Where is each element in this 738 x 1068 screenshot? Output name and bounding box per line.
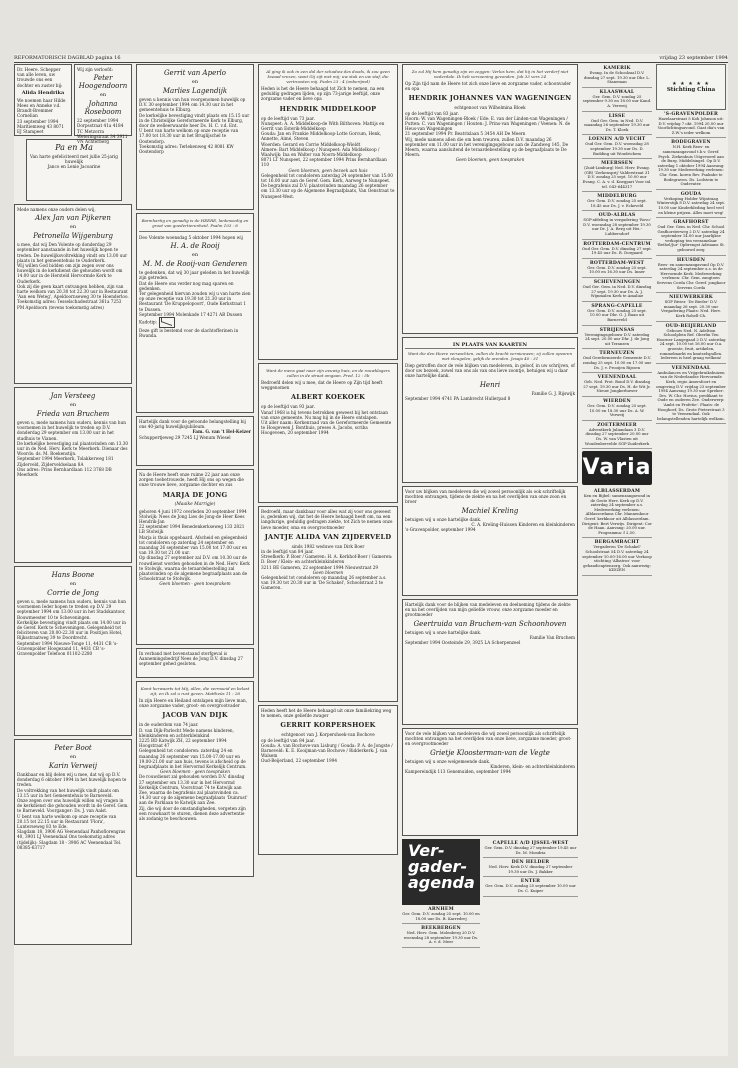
rooij-quote: Barmhartig en genadig is de HEERE, lankmoedig en groot van goedertierenheid. Psalm 103 : 8 — [141, 218, 249, 228]
aperlo-name-2: Marlies Lagendijk — [162, 87, 228, 95]
pijkeren-intro: Mede namens onze ouders delen wij, — [17, 207, 96, 212]
church-service-item — [582, 326, 652, 350]
notice-name: VEENENDAAL — [671, 365, 711, 371]
notice-name: GOUDA — [680, 191, 702, 197]
kloosterman-family: Kinderen, klein- en achterkleinkinderen — [490, 763, 575, 769]
agenda-name: CAPELLE A/D IJSSEL-WEST — [492, 841, 569, 846]
church-service-name: OUD-ALBLAS — [598, 213, 636, 219]
column-3 — [258, 64, 398, 1054]
church-service-details: Verenigingsgebouw D.V. zaterdag 24 sept. 20.00 uur Dhr. J. de Jong uit Teranzen — [584, 331, 650, 346]
varia-name: BERGAMBACHT — [594, 540, 640, 546]
church-service-details: Oud Gereformeerde Gemeente D.V. zondag 25 sept. 10.00 en 17.00 uur Ds. J. v. Prooijen Rijssen — [582, 355, 652, 370]
notice-details: Oud Ger. Gem. in Ned. Chr. School Grafhorsterweg 2 D.V. zaterdag 24 september 14.00 uur Jaarlijkse verkoping ten verzamelaar 'Bethel/Jur' Opbrengst Adriaans St. gebouwd zorg — [656, 224, 726, 253]
notice-item — [656, 190, 726, 218]
notice-list — [656, 138, 726, 424]
boot-name-1: Peter Boot — [54, 744, 92, 752]
middelkoop-family-4: Almere: Bart Middelkoop / Nunspeet: Ada Middelkoop / Waalwijk: Ina en Walter van Noorn-Middelkoop — [261, 146, 380, 158]
korpershoek-age: op de leeftijd van 84 jaar. — [261, 737, 315, 743]
church-service-item — [582, 64, 652, 88]
zijderveld-text: Gelegenheid tot condoleren op maandag 26 september a.s. van 19.30 tot 20.30 uur in 'De Schakel', Schoolstraat 2 te Gameren. — [261, 575, 387, 591]
middelkoop-text: Gelegenheid tot condoleren zaterdag 24 september van 15.00 tot 16.00 uur aan de Geref. Gem. Kerk, Aarweg te Nunspeet. De begrafenis zal D.V. plaatsvinden maandag 26 september om 13.30 uur op de Algemene Begraafplaats, Van Oenstraat te Nunspeet-West. — [261, 172, 395, 199]
notice-item — [656, 218, 726, 256]
church-service-name: ROTTERDAM-CENTRUM — [583, 241, 651, 247]
notice-details: SGP Rivier. 'De Bieder' D.V. maandag 26 sept. 20.30 uur Vergadering Plaats: Ned. Herv. Kerk Rohell-Ch. — [661, 299, 721, 318]
obituary-albert-koekoek — [258, 363, 398, 503]
middelkoop-age: op de leeftijd van 73 jaar. — [261, 115, 315, 121]
stars-icon: ★ ★ ★ ★ ★ — [672, 81, 710, 87]
church-service-details: Adventkerk Juliandaan 3 D.V. dinsdag 27 september 20.00 uur Ds. W. van Vlasten uit Woudenbervelde SGP-Zuiderkerk — [584, 426, 650, 446]
agenda-item — [402, 905, 480, 924]
rooij-name-2: M. M. de Rooij-van Genderen — [142, 260, 248, 269]
church-service-item — [582, 302, 652, 326]
marja-name: MARJA DE JONG — [162, 490, 228, 499]
koekoek-name: ALBERT KOEKOEK — [290, 393, 366, 402]
dijk-age: in de ouderdom van 74 jaar. — [139, 722, 199, 728]
rooij-text-4: Ter gelegenheid hiervan zouden wij u van harte zien op onze receptie van 19.30 tot 21.30 uur in Restaurant 'De Kruppelopoort', Oude Kerkstraat 1 te Dussen. — [139, 291, 251, 312]
church-service-name: LOENEN A/D VECHT — [588, 137, 646, 143]
varia-item — [582, 538, 652, 576]
obituary-hendrik-middelkoop — [258, 64, 398, 360]
koekoek-text-2: Uit aller naam: Kerkenraad van de Gereformeerde Gemeente te Hoogeveen J. Bonthuis, preses A. Jacobs, scriba — [261, 420, 392, 431]
rooij-text-1: Deo Volente woensdag 5 oktober 1994 hopen wij — [139, 235, 243, 240]
wageningen-intro: Op Zijn tijd nam de Heere tot zich onze lieve en zorgzame vader, schoonvader en opa — [405, 81, 572, 92]
koekoek-quote: Want de mens gaat naar zijn eeuwig huis, en de rouwklagers zullen in de straat omgaan. Pred. 12 : 5b — [266, 368, 390, 378]
boot-text-1: Dankbaar en blij delen wij u mee, dat wij op D.V. donderdag 6 oktober 1994 in het huwelijk hopen te treden. — [17, 772, 127, 788]
notice-name: GRAFHORST — [673, 220, 709, 226]
pijkeren-text-1: u mee, dat wij Den Volente op donderdag 29 september aanstaande in het huwelijk hopen te treden. De huwelijksvoltrekking vindt om 13.00 uur plaats in het gemeentehuis te Ouderkerk. — [17, 242, 128, 263]
birth-parents: Mees en Anneke v.d. Brandt-Bremmer Cornelian — [17, 103, 61, 119]
wageningen-text: Wij, mede namens allen die om hem treuren, zullen D.V. maandag 26 september om 11.00 uur in het verenigingsgebouw aan de Zandweg 145, De Meern, waarna aansluitend de teraardebestelling op de begraafplaats te De Meern. — [405, 136, 569, 158]
wedding-announcement-pijkeren — [14, 204, 132, 384]
anniversary-pa-ma — [26, 139, 122, 201]
marja-intro: Na de Heere heeft onze ruime 22 jaar aan onze zorgen toebetrouwde, heeft Hij ons op wegen die onze trouwe lieve, zorgzame dochter en zus — [139, 472, 244, 488]
church-service-item — [582, 135, 652, 159]
zijderveld-name: JANTJE ALIDA VAN ZIJDERVELD — [264, 532, 392, 541]
zijderveld-age: in de leeftijd van 84 jaar. — [261, 549, 314, 555]
church-service-list — [582, 64, 652, 449]
church-service-item — [582, 259, 652, 278]
zijderveld-note: Geen bloemen — [312, 569, 344, 575]
column-1 — [14, 64, 132, 1054]
notice-item — [656, 293, 726, 321]
church-service-name: ROTTERDAM-WEST — [589, 260, 645, 266]
notice-item — [656, 256, 726, 294]
pa-ma-text: Van harte gefeliciteerd met jullie 25-jarig huwelijk — [30, 154, 118, 165]
korpershoek-family: Gouda: A. van Bochove-van Lisburg / Gouda: P. A. de Jongste / Barneveld: K. E. Kooijman-van Bochove / Ridderkerk: J. van Walsem — [261, 742, 393, 759]
boone-name-1: Hans Boone — [51, 571, 95, 579]
church-service-name: MIDDELBURG — [597, 194, 637, 200]
marja-address: 22 september 1994 Benedenkerkseweg 133 2821 LB Stolwijk — [139, 524, 245, 535]
masthead-right: vrijdag 23 september 1994 — [659, 55, 728, 61]
church-service-item — [582, 421, 652, 449]
varia-item — [582, 487, 652, 538]
church-service-item — [582, 192, 652, 211]
column-4 — [402, 64, 578, 1054]
boone-name-2: Corrie de Jong — [47, 589, 99, 597]
aperlo-text-3: U bent van harte welkom op onze receptie van 17.00 tot 18.30 uur in het Bruglijschel te Oostendorp. — [139, 128, 239, 144]
henri-quote: Want die den Heere verwachten, zullen de kracht vernieuwen; zij zullen opvaren met vleugelen, gelijk de arenden. Jesaja 40 : 31 — [407, 351, 573, 361]
thanks-van-bruchem — [402, 599, 578, 725]
thanks-kloosterman — [402, 728, 578, 836]
korpershoek-date: Oud-Beijerland, 22 september 1994 — [261, 758, 338, 764]
bruchem-name: Geertruida van Bruchem-van Schoonhoven — [413, 619, 567, 628]
agenda-name: DEN HELDER — [511, 860, 550, 866]
agenda-item — [483, 877, 578, 896]
column-6 — [656, 64, 726, 1054]
hel-address: Schuppertjeweg 29 7245 LJ Wenum Wiesel — [139, 434, 231, 440]
rooij-text-3: Dat de Heere ons verder nog mag sparen en gedenken. — [139, 280, 234, 291]
church-service-details: (Zuid-Limburg) Ned. Herv. Evang. (GB) 'Zerkensprij' Valderstraat 31 D.V. zondag 25 sept. 10.00 uur Evang. C. A. v. d. Knegpari Voor inl. tel. 043-644317 — [582, 165, 652, 189]
versteeg-name-1: Jan Versteeg — [50, 392, 96, 400]
aperlo-en: en — [191, 79, 199, 85]
dijk-family: D. van Dijk-Parlecht Mede namens kinderen, kleinkinderen en achterkleinkind — [139, 727, 234, 738]
aperlo-text-1: geven u kennis van hun voorgenomen huwelijk op D.V. 30 september 1994 om 14.30 uur in het gemeentehuis te Elburg. — [139, 97, 246, 113]
birth-address: 23 september 1994 Maritiemweg 43 8071 EJ Stampeet — [17, 118, 64, 135]
thanks-van-t-hel — [136, 416, 254, 466]
varia-name: ALBLASSERDAM — [593, 489, 641, 495]
rooij-text-7: Deze gift is bestemd voor de slachtofferinen in Rwanda. — [139, 328, 239, 339]
kloosterman-text-1: Voor de vele blijken van medeleven die wij zowel persoonlijk als schriftelijk mochten ontvangen na het overlijden van onze lieve, zorgzame moeder, groot- en overgrootmoeder — [405, 731, 572, 747]
pijkeren-text-2: Wij willen God bidden om zijn zegen over ons huwelijk in de kerkdienst die gehouden wordt om 14.00 uur in de Hersteld Hervormde Kerk te Ouderkerk. — [17, 263, 123, 284]
dijk-quote: Komt herwaarts tot Mij, allen, die vermoeid en belast zijt, en Ik zal u rust geven. Mattheüs 11 : 28 — [140, 686, 250, 696]
notice-name: BODEGRAVEN — [671, 140, 711, 146]
birth-name: Alida Hendrika — [21, 89, 65, 96]
middelkoop-note: Geen bloemen, geen bezoek aan huis — [288, 167, 368, 173]
boone-text-3: September 1994 Nieuwe-Tonge 11, 4431 CB 's-Gravenpolder Hoogezand 11, 4431 CB 's-Gravenpolder Telefoon 01102-2280 — [17, 640, 118, 657]
kreling-name: Machiel Kreling — [461, 506, 519, 515]
middelkoop-family-2: Gouda: Jan en Frankie Middelkoop-Lotte Gorcum, Henk, Annette, Aimé, Steven — [261, 131, 382, 142]
church-service-name: TERNEUZEN — [599, 351, 635, 357]
agenda-section — [402, 839, 578, 1009]
church-service-name: KAMERIK — [603, 66, 631, 71]
korpershoek-spouse: echtgenoot van J. Korpershoek-van Bochove — [281, 732, 375, 738]
engagement-text: Wij zijn verloofd: — [77, 67, 113, 72]
kreling-text-2: betuigen wij u onze hartelijke dank. — [405, 516, 482, 522]
stichting-china-logo — [656, 64, 726, 110]
middelkoop-address: 8071 LT Nunspeet, 22 september 1994 Prins Bernhardlaan 110 — [261, 157, 387, 168]
birth-text: Dr. Heere. Schepper van alle leven, uw trouwde ons een dochter en zuster bij: — [17, 67, 63, 88]
obituary-jantje-van-zijderveld — [258, 506, 398, 702]
wageningen-spouse: echtgenoot van Wilhelmina Bloek — [454, 105, 526, 111]
zijderveld-family: Streefkerk: P. Boer / Gameren: H. A. Kerkhof-Boer / Gameren: D. Boer / Klein- en achterkleinkinderen — [261, 554, 393, 565]
versteeg-text-1: geven u, mede namens hun ouders, kennis van hun voornemen in het huwelijk te treden op D.V. donderdag 29 september om 13.00 uur in het stadhuis te Vianen. — [17, 420, 126, 441]
wedding-announcement-aperlo — [136, 64, 254, 210]
varia-details: Ken en Bijbel: samenzangavond in de Grote Herv. Kerk op D.V. zaterdag 24 september a.s. Medewerking verlenen: Alblasserdams Chr. Mannenkoor Geref. kerkkoor uit Alblasserdam. Dirigent: Bert Verwijs. Dirigent: Cor de Haan. Aanvang: 20.00 uur. Programma: f 2,50. — [582, 493, 652, 535]
boone-en: en — [69, 581, 77, 587]
agenda-item — [483, 858, 578, 877]
thanks-machiel-kreling — [402, 486, 578, 596]
hel-name: Fam. G. van 't Hel-Keizer — [192, 429, 251, 435]
bruchem-family: Familie Van Bruchem — [529, 634, 575, 640]
church-service-name: WIERDEN — [603, 398, 631, 404]
sgravenpolder-text: Hazelaarstraat 5 Koh Johnson uit: D.V. vrijdag 7 okt. 1994 20.00 uur Voorlichtingsavond. Gaat dia's van Z.W.'s ieder welkom — [657, 116, 725, 135]
boot-name-2: Karin Verweij — [48, 762, 98, 770]
henri-head: IN PLAATS VAN KAARTEN — [405, 342, 575, 349]
notice-details: N.H. Kerk Rees- en samenzangavond t.b.v. Geref. Psych. Ziekenhuis Uitgevoerd aan de Burg. Middelsingel. Op D.V. zaterdag 1 oktober 1994 Aanvang: 19.30 uur Medewerking verlenen: Chr. Gem. koren Rev. Psalmbe te Bodegraven. Ds. Lodstein te Oudevater. — [657, 144, 725, 187]
kloosterman-name: Grietje Kloosterman-van de Vegte — [430, 748, 550, 757]
henri-name: Henri — [479, 380, 501, 389]
church-service-item — [582, 112, 652, 136]
notice-name: NIEUWERKERK — [669, 295, 713, 301]
notice-item — [656, 138, 726, 189]
kreling-family: C. A. Kreling-Huissen Kinderen en kleinkinderen — [471, 521, 575, 527]
versteeg-text-4: Ons adres: Prins Bernhardlaan 112 3768 DB Meerkerk — [17, 466, 112, 478]
agenda-title: Ver-gader-agenda — [402, 839, 480, 905]
church-service-item — [582, 88, 652, 112]
rooij-name-1: H. A. de Rooij — [170, 242, 220, 251]
versteeg-en: en — [69, 402, 77, 408]
church-service-details: Oud Ger. Gem. D.V. dinsdag 27 sept. 19.45 uur Ds. R. Dorgaard — [582, 245, 652, 256]
middelkoop-quote: Al ging ik ook in een dal der schaduw des doods, ik zou geen kwaad vrezen, want Gij zijt met mij; uw stok en uw staf, die vertroosten mij. Psalm 23 : 4 (onberijmd) — [266, 69, 390, 84]
engagement-address: 22 september 1994 Dorpsstraat 41a 4184 TC Metzorra Weteringstraat 34 3911 VN Achterberg — [77, 118, 128, 145]
rooij-kadotip — [139, 317, 251, 328]
notice-details: Rees- en samenzangavond Op D.V. zaterdag 24 september a.s. in de Hervormde Kerk. Medewerking verlenen: Chr. Gem. zangtoen Servens Corda Chr. Geref. jongkoor Servens Corda — [656, 261, 726, 290]
church-service-item — [582, 278, 652, 302]
middelkoop-intro: Heden is het de Heere behaagd tot Zich te nemen, na een geduldig gedragen lijden, op zijn 73-jarige leeftijd, onze zorgzame vader en lieve opa — [261, 86, 385, 102]
dijk-text-2: Geen bloemen - geen toespraken — [160, 769, 230, 775]
marja-text-3: Geen bloemen - geen toesprakem — [159, 581, 231, 587]
wageningen-family: Hoorn: W. van Wageningen-Bloek / Ede: E. van der Linden-van Wageningen / Putten: C. van Wageningen / Houten: J. Prins-van Wageningen / Veenen: N. de Heus-van Wageningen — [405, 115, 571, 132]
agenda-item — [402, 924, 480, 948]
zijderveld-widow: sinds 1982 weduwe van Dirk Boer — [291, 543, 365, 549]
engagement-name-1: Peter Hoogendoorn — [78, 74, 128, 91]
notice-details: Verkoping Holder Wijntraag Winterstijk 8 D.V. zaterdag 24 sept. 10.00 uur Kinderkleding heel veel en kleine prijzen. Alles moet weg! — [656, 195, 726, 215]
obituary-marja-de-jong — [136, 469, 254, 645]
henri-address: September 1994 4741 PA Lambrecht Hullerpad 8 — [405, 395, 511, 401]
column-2 — [136, 64, 254, 1054]
agenda-name: ARNHEM — [428, 907, 454, 912]
church-service-name: STRIJENSAS — [599, 327, 635, 333]
notice-item — [656, 322, 726, 364]
agenda-name: BEEKBERGEN — [421, 926, 461, 932]
agenda-details: Ger. Gem. D.V. dinsdag 27 september 19.45 uur Ds. M. Mondria — [484, 845, 577, 855]
notice-closing — [136, 648, 254, 678]
marja-family: Stolwijk: Nees de Jong Lies de Jong-de Heer Kees Hendrik-Jan — [139, 513, 245, 525]
church-service-item — [582, 373, 652, 397]
dijk-name: JACOB VAN DIJK — [162, 711, 228, 720]
zijderveld-address: 3211 BE Gameren, 22 september 1994 Nieuwstraat 29 — [261, 564, 379, 570]
bruchem-text-2: betuigen wij u onze hartelijke dank. — [405, 629, 482, 635]
engagement-en: en — [99, 92, 107, 99]
dijk-text-3: De rouwdienst zal gehouden worden D.V. dinsdag 27 september om 13.30 uur in het Hervormd Kerkelijk Centrum, Voorstraat 74 te Katwijk aan Zee, waarna de begrafenis zal plaatsvinden ca. 14.30 uur op de algemene begraafplaats 'Duinrust' aan de Parklaan te Katwijk aan Zee. — [139, 774, 248, 806]
kadotip-label: Kadotip: — [139, 319, 157, 325]
church-service-details: Oud Ger. Gem. in Ned. D.V. maandag 26 september 19.30 uur Ds. T. Kloek — [584, 117, 650, 132]
agenda-details: Ned. Herv. Kerk D.V. dinsdag 27 september 19.30 uur Ds. J. Bakker — [488, 864, 573, 874]
bruchem-address: September 1994 Oosteinde 29, 3925 LA Scherpenzeel — [405, 640, 521, 646]
pijkeren-name-2: Petronella Wijgenburg — [33, 232, 113, 241]
notice-name: OUD-BEIJERLAND — [665, 323, 717, 329]
obituary-jacob-van-dijk — [136, 681, 254, 877]
agenda-right-list — [483, 839, 578, 1009]
wedding-announcement-versteeg — [14, 387, 132, 563]
church-service-item — [582, 349, 652, 373]
church-service-name: SCHEVENINGEN — [593, 280, 641, 286]
church-service-details: Ger. Gem. D.V. zondag 25 sept. 10.00 en 16.30 uur Ds. Inner — [587, 264, 647, 275]
sgravenpolder-notice — [656, 110, 726, 138]
church-service-details: Ger. Gem. D.V. zondag 25 sept. 18.45 uur Ds. J. v. Eckeveld — [587, 198, 647, 208]
aperlo-text-2: De kerkelijke bevestiging vindt plaats om 15.15 uur in de Christelijke Gereformeerde Kerk te Elburg, door de welleerwaarde heer Ds. H. C. v.d. Ent. — [139, 112, 250, 129]
wedding-announcement-boot — [14, 739, 132, 945]
koekoek-date: Hoogeveen, 20 september 1994 — [261, 430, 329, 436]
wageningen-age: op de leeftijd van 83 jaar. — [405, 110, 459, 116]
wageningen-address: 21 september 1994 Pr. Beatrixlaan 5 3454 AH De Meern — [405, 131, 526, 137]
obituary-van-wageningen — [402, 64, 578, 334]
church-service-name: VEENENDAAL — [597, 375, 637, 381]
dijk-address: 2225 BD Katwijk ZH, 22 september 1994 Hoogstraat 47 — [139, 738, 227, 749]
notice-details: Gebouw Ned. N. Adeltion Schoolplein Ref. Oberlin Ten Hoorner Langegaad 2 D.V. zaterdag 24 sept. 10.00 tot 16.00 uur O.a. groente, fruit, artikelen, rommelmarkt en knutselspullen. Iedereen is heel graag welkom! — [656, 327, 726, 361]
notice-item — [656, 364, 726, 425]
zijderveld-intro: Bedroefd, maar dankbaar voor alles wat zij voor ons geweest is, gedenken wij, dat het de Heere behaagd heeft om, na een langdurige, geduldig gedragen ziekte, tot Zich te nemen onze lieve moeder, oma en overgrootmoeder — [261, 509, 393, 530]
pijkeren-text-3: Ook zij die geen kaart ontvangen hebben, zijn van harte welkom van 20.30 tot 22.30 uur in Restaurant 'Aan een Weteg', Apeldoornseweg 30 te Hoenderloo. — [17, 283, 129, 300]
marja-dates: geboren 4 juni 1972 overleden 20 september 1994 — [139, 508, 247, 514]
wageningen-note: Geen bloemen, geen toespraken — [455, 157, 525, 163]
masthead — [14, 54, 728, 63]
church-service-details: Oud Ger. Gem. in Ned. D.V. dinsdag 27 sept. 19.30 uur Ds. A. J. Wijnmalen Kerk te Amaliae — [582, 284, 652, 299]
church-service-details: Ger. Gem. D.V. zondag 25 september 9.30 en 18.00 uur Kand. A. Verweij — [582, 93, 652, 108]
anniversary-de-rooij — [136, 213, 254, 413]
henri-family: Familie G. J. Rijswijk — [531, 390, 575, 396]
church-service-item — [582, 240, 652, 259]
envelope-icon — [159, 317, 175, 328]
hel-text-1: Hartelijk dank voor de getoonde belangstelling bij ons 40-jarig huwelijksjubileum. — [139, 419, 246, 430]
dijk-intro: In zijn Heere en Heiland ontslapen mijn lieve man, onze zorgzame vader, groot- en overgrootvader — [139, 698, 248, 709]
middelkoop-family-3: Woerden: Gerard en Corrie Middelkoop-Wieldt — [261, 141, 361, 147]
middelkoop-family-1: Nunspeet: A. A. Middelkoop-de With Bilthoven: Mattijs en Gerrit van Esterik-Middelkoop — [261, 120, 385, 132]
church-service-name: SPRANG-CAPELLE — [591, 303, 643, 309]
birth-sub: We noemen haar Hilde — [17, 97, 66, 103]
kreling-text-1: Voor uw blijken van medeleven die wij zowel persoonlijk als ook schriftelijk mochten ontvangen, tijdens de ziekte en na het overlijden van onze zoon en broer — [405, 489, 567, 505]
church-service-details: SGP-afdeling in vergadering 'Rovo' D.V. woensdag 28 september 19.30 uur Dr. J. A. Berg uit Hei.-Lubbersdorf — [583, 217, 651, 237]
boot-text-3: Onze zegen over ons huwelijk willen wij vragen in de kerkdienst die gehouden wordt in de Geref. Gem. te Barneveld. Voorganger: Ds. J. van Aalst. — [17, 798, 129, 814]
agenda-name: ENTER — [520, 879, 541, 885]
church-service-details: Ger. Gem. D.V. zondag 25 sept. 10.00 uur Dhr. G. J. Baan uit Barneveld — [587, 307, 647, 322]
boot-text-2: De voltrekking van het huwelijk vindt plaats om 13.15 uur in het Gemeentehuis te Barneveld. — [17, 787, 119, 798]
sgravenpolder-place: 'S-GRAVENPOLDER — [663, 112, 719, 117]
agenda-details: Ger. Gem. D.V. zondag 25 september 10.00 uur Ds. C. Kuiper — [485, 883, 576, 893]
versteeg-text-3: September 1994 Meerkerk, Tolakkerweg 181 Zijderveld, Zijderveldselaan 8A — [17, 456, 114, 467]
notice-name: HEUSDEN — [676, 257, 706, 263]
boone-text-1: geven u, mede namens hun ouders, kennis van hun voornemen Ieder hopen te treden op D.V. 29 september 1994 om 13.00 uur in het Stadskantoor, Bouwmeester 10 te Scheveningen. — [17, 599, 126, 620]
column-5 — [582, 64, 652, 1054]
koekoek-intro: Bedroefd delen wij u mee, dat de Heere op Zijn tijd heeft weggenomen — [261, 380, 383, 391]
church-service-name: MEERSSEN — [601, 161, 633, 167]
pa-ma-signed: Janco en Lenie Jacoarine — [47, 164, 101, 170]
koekoek-text-1: Vanaf 1968 is hij tevens betrokken geweest bij het ontstaan van onze gemeente. Nu mag hij in de Heere ontslapen. — [261, 409, 388, 420]
pijkeren-name-1: Alex Jan van Pijkeren — [35, 214, 111, 223]
agenda-left-list — [402, 905, 480, 948]
wedding-announcement-boone — [14, 566, 132, 736]
bruchem-text-1: Hartelijk dank voor de blijken van medeleven en deelneming tijdens de ziekte en na het overlijden van mijn geliefde vrouw, onze zorgzame moeder en grootmoeder — [405, 602, 571, 618]
wageningen-quote: Zo zul Hij hem genadig zijn en zeggen: Verlos hem, dat hij in het verderf niet nederdale. Ik heb verzoening gevonden. Job 33 vers 24 — [411, 69, 569, 79]
thanks-henri — [402, 337, 578, 483]
boot-text-4: U bent van harte welkom op onze receptie van 20.15 tot 22.15 uur in Restaurant 'Flora', Lunterseweg 83 te Ede. — [17, 813, 117, 830]
pa-ma-title: Pa en Ma — [55, 143, 93, 152]
agenda-details: Ned. Herv. Gem. Molenberg 20 D.V. woensdag 28 september 19.30 uur Ds. A. v. d. Meer — [403, 930, 479, 945]
rooij-text-5: September 1994 Molenkade 17 4271 AB Dussen — [139, 311, 243, 317]
kreling-place: 's-Gravenpolder, september 1994 — [405, 527, 476, 533]
birth-announcement — [14, 64, 72, 136]
church-service-name: LISSE — [608, 113, 626, 119]
notice-details: Ambulances en Vrijgebruikshuizen van de Nederlandse Hervormde Kerk, regio Amersfoort en omgeving D.V. vrijdag 23 september 1994 Aanvang 19.30 uur Spreker: Drs. W. Chr. Hovius, predikant te Oude en ouderen Zee. Onderwerp: 'Ambt en Profetie'. Plaats: de Hooghoef, Ds. Grote Pieterstraat 3 te Veenendaal. Ook belangstellenden hartelijk welkom. — [656, 369, 726, 421]
varia-details: Vergaderen 'De Schakel' Schoolstraat 54 D.V. zaterdag 24 september 10.00-16.00 uur Verkoop stichting 'Albatros' voor gehandicaptenzorg. Ook aanwezig: KIDZEN — [582, 544, 652, 573]
agenda-details: Ger. Gem. D.V. zondag 25 sept. 10.00 en 18.00 uur Ds. B. Karredrej — [402, 911, 480, 921]
boot-en: en — [69, 754, 77, 760]
aperlo-text-4: Toekomstig adres: Terlekenweg 42 8081 KW Oostendorp — [139, 143, 234, 155]
rooij-text-2: te gedenken, dat wij 30 jaar geleden in het huwelijk zijn getreden. — [139, 270, 250, 281]
obituary-gerrit-korpershoek — [258, 705, 398, 855]
engagement-announcement — [74, 64, 132, 145]
koekoek-age: op de leeftijd van 93 jaar. — [261, 404, 315, 410]
varia-list — [582, 487, 652, 576]
engagement-name-2: Johanna Roseboom — [84, 100, 122, 117]
versteeg-name-2: Frieda van Bruchem — [36, 410, 110, 418]
dijk-text-4: Zij, die wij door de omstandigheden, vergeten zijn een rouwkaart te sturen, dienen deze advertentie als zodanig te beschouwen. — [139, 805, 246, 822]
wageningen-name: HENDRIK JOHANNES VAN WAGENINGEN — [408, 94, 572, 103]
versteeg-text-2: De kerkelijke bevestiging zal plaatsvinden om 13.30 uur in de Ned. Herv. Kerk te Meerkerk. Dienaar des Woords: ds. M. Boekenstijn. — [17, 440, 129, 457]
kloosterman-address: Kampereindijk 113 Genemuiden, september 1994 — [405, 769, 511, 775]
church-service-details: Oud Ger. Gem. D.V. woensdag 28 september 19.30 uur Ds. D. Budding uit Woudrichem — [585, 141, 649, 156]
marja-sub: (Maaike Marrigje) — [174, 501, 216, 507]
boot-text-5: Slagdam 18, 3906 AG Veenendaal Panhoflorengras 40, 3901 LJ Veenendaal Ons toekomstig adres (tijdelijk): Slagdam 18 - 3906 AC Veenendaal Tel. 08385-63717 — [17, 829, 126, 850]
kloosterman-text-2: betuigen wij u onze welgemeende dank. — [405, 758, 491, 764]
church-service-name: ZOETERMEER — [597, 422, 637, 428]
korpershoek-name: GERRIT KORPERSHOEK — [280, 721, 376, 730]
church-service-details: Ger. Gem. D.V. zondag 25 sept. 10.00 en 18.30 uur Ds. A. W. Verweij — [587, 402, 647, 418]
newspaper-page — [14, 54, 728, 1056]
pijkeren-text-4: Toekomstig adres: Tesselschadestraat 361a 7253 PM Apeldoorn (tevens toekomstig adres) — [17, 299, 122, 310]
masthead-left: REFORMATORISCH DAGBLAD pagina 16 — [14, 55, 121, 61]
church-service-details: Geb. Ned. Prot. Bond D.V. dinsdag 27 sept. 19.30 uur Ds. H. de Wit Jr. Nieuw Jongkerhuwer — [583, 379, 651, 394]
church-service-item — [582, 159, 652, 192]
church-service-name: KLAASWAAL — [599, 89, 635, 95]
church-service-details: Evang. In de Schoolzaal D.V. dinsdag 27 sept. 19.30 uur Dhr. L. Staneman — [584, 70, 650, 85]
pijkeren-en: en — [69, 224, 77, 231]
closing-text: In verband met bovenstaand sterfgeval is Aannemingsbedrijf Nees de Jong D.V. dinsdag 27 september gehed gesloten. — [139, 651, 243, 667]
logo-title: Stichting China — [666, 87, 716, 93]
henri-text-1: Diep getroffen door de vele blijken van medeleven, in geloof, in uw schrijven, of door uw bezoek, zowel van ons als van ons lieve zoontje, betuigen wij u daar onze hartelijke dank. — [405, 363, 575, 379]
church-service-item — [582, 211, 652, 239]
marja-text-2: Op dinsdag 27 september zal D.V. om 10.30 uur de rouwdienst worden gehouden in de Ned. Herv. Kerk te Stolwijk, waarna de teraardebestelling zal plaatsvinden op de algemene begraafplaats aan de Schoolstraat te Stolwijk. — [139, 555, 250, 582]
rooij-en: en — [191, 252, 199, 259]
korpershoek-intro: Heden heeft het de Heere behaagd uit onze familiekring weg te nemen, onze geliefde zwager — [261, 708, 392, 719]
aperlo-name-1: Gerrit van Aperlo — [163, 69, 227, 77]
church-service-item — [582, 397, 652, 421]
boone-text-2: Kerkelijke bevestiging vindt plaats om 14.00 uur in de Geref. Kerk te Scheveningen. Gelegenheid tot feliciteren van 20.00-22.30 uur in Positijon Hotel, Rijksstraatweg 39 te Doordrecht. — [17, 619, 126, 641]
marja-text-1: Marja is thuis opgebaard. Afscheid en gelegenheid tot condoleren op zaterdag 24 september en maandag 26 september van 15.00 tot 17.00 uur en van 19.30 tot 21.00 uur. — [139, 534, 248, 556]
agenda-item — [483, 839, 578, 858]
middelkoop-name: HENDRIK MIDDELKOOP — [279, 104, 377, 113]
varia-header: Varia — [582, 451, 652, 485]
dijk-text-1: Gelegenheid tot condoleren: zaterdag 24 en maandag 26 september van 15.00-17.00 uur en 19.00-21.00 uur aan huis, tevens is afscheid op de begraafplaats in het Hervormd Kerkelijk Centrum. — [139, 748, 247, 770]
